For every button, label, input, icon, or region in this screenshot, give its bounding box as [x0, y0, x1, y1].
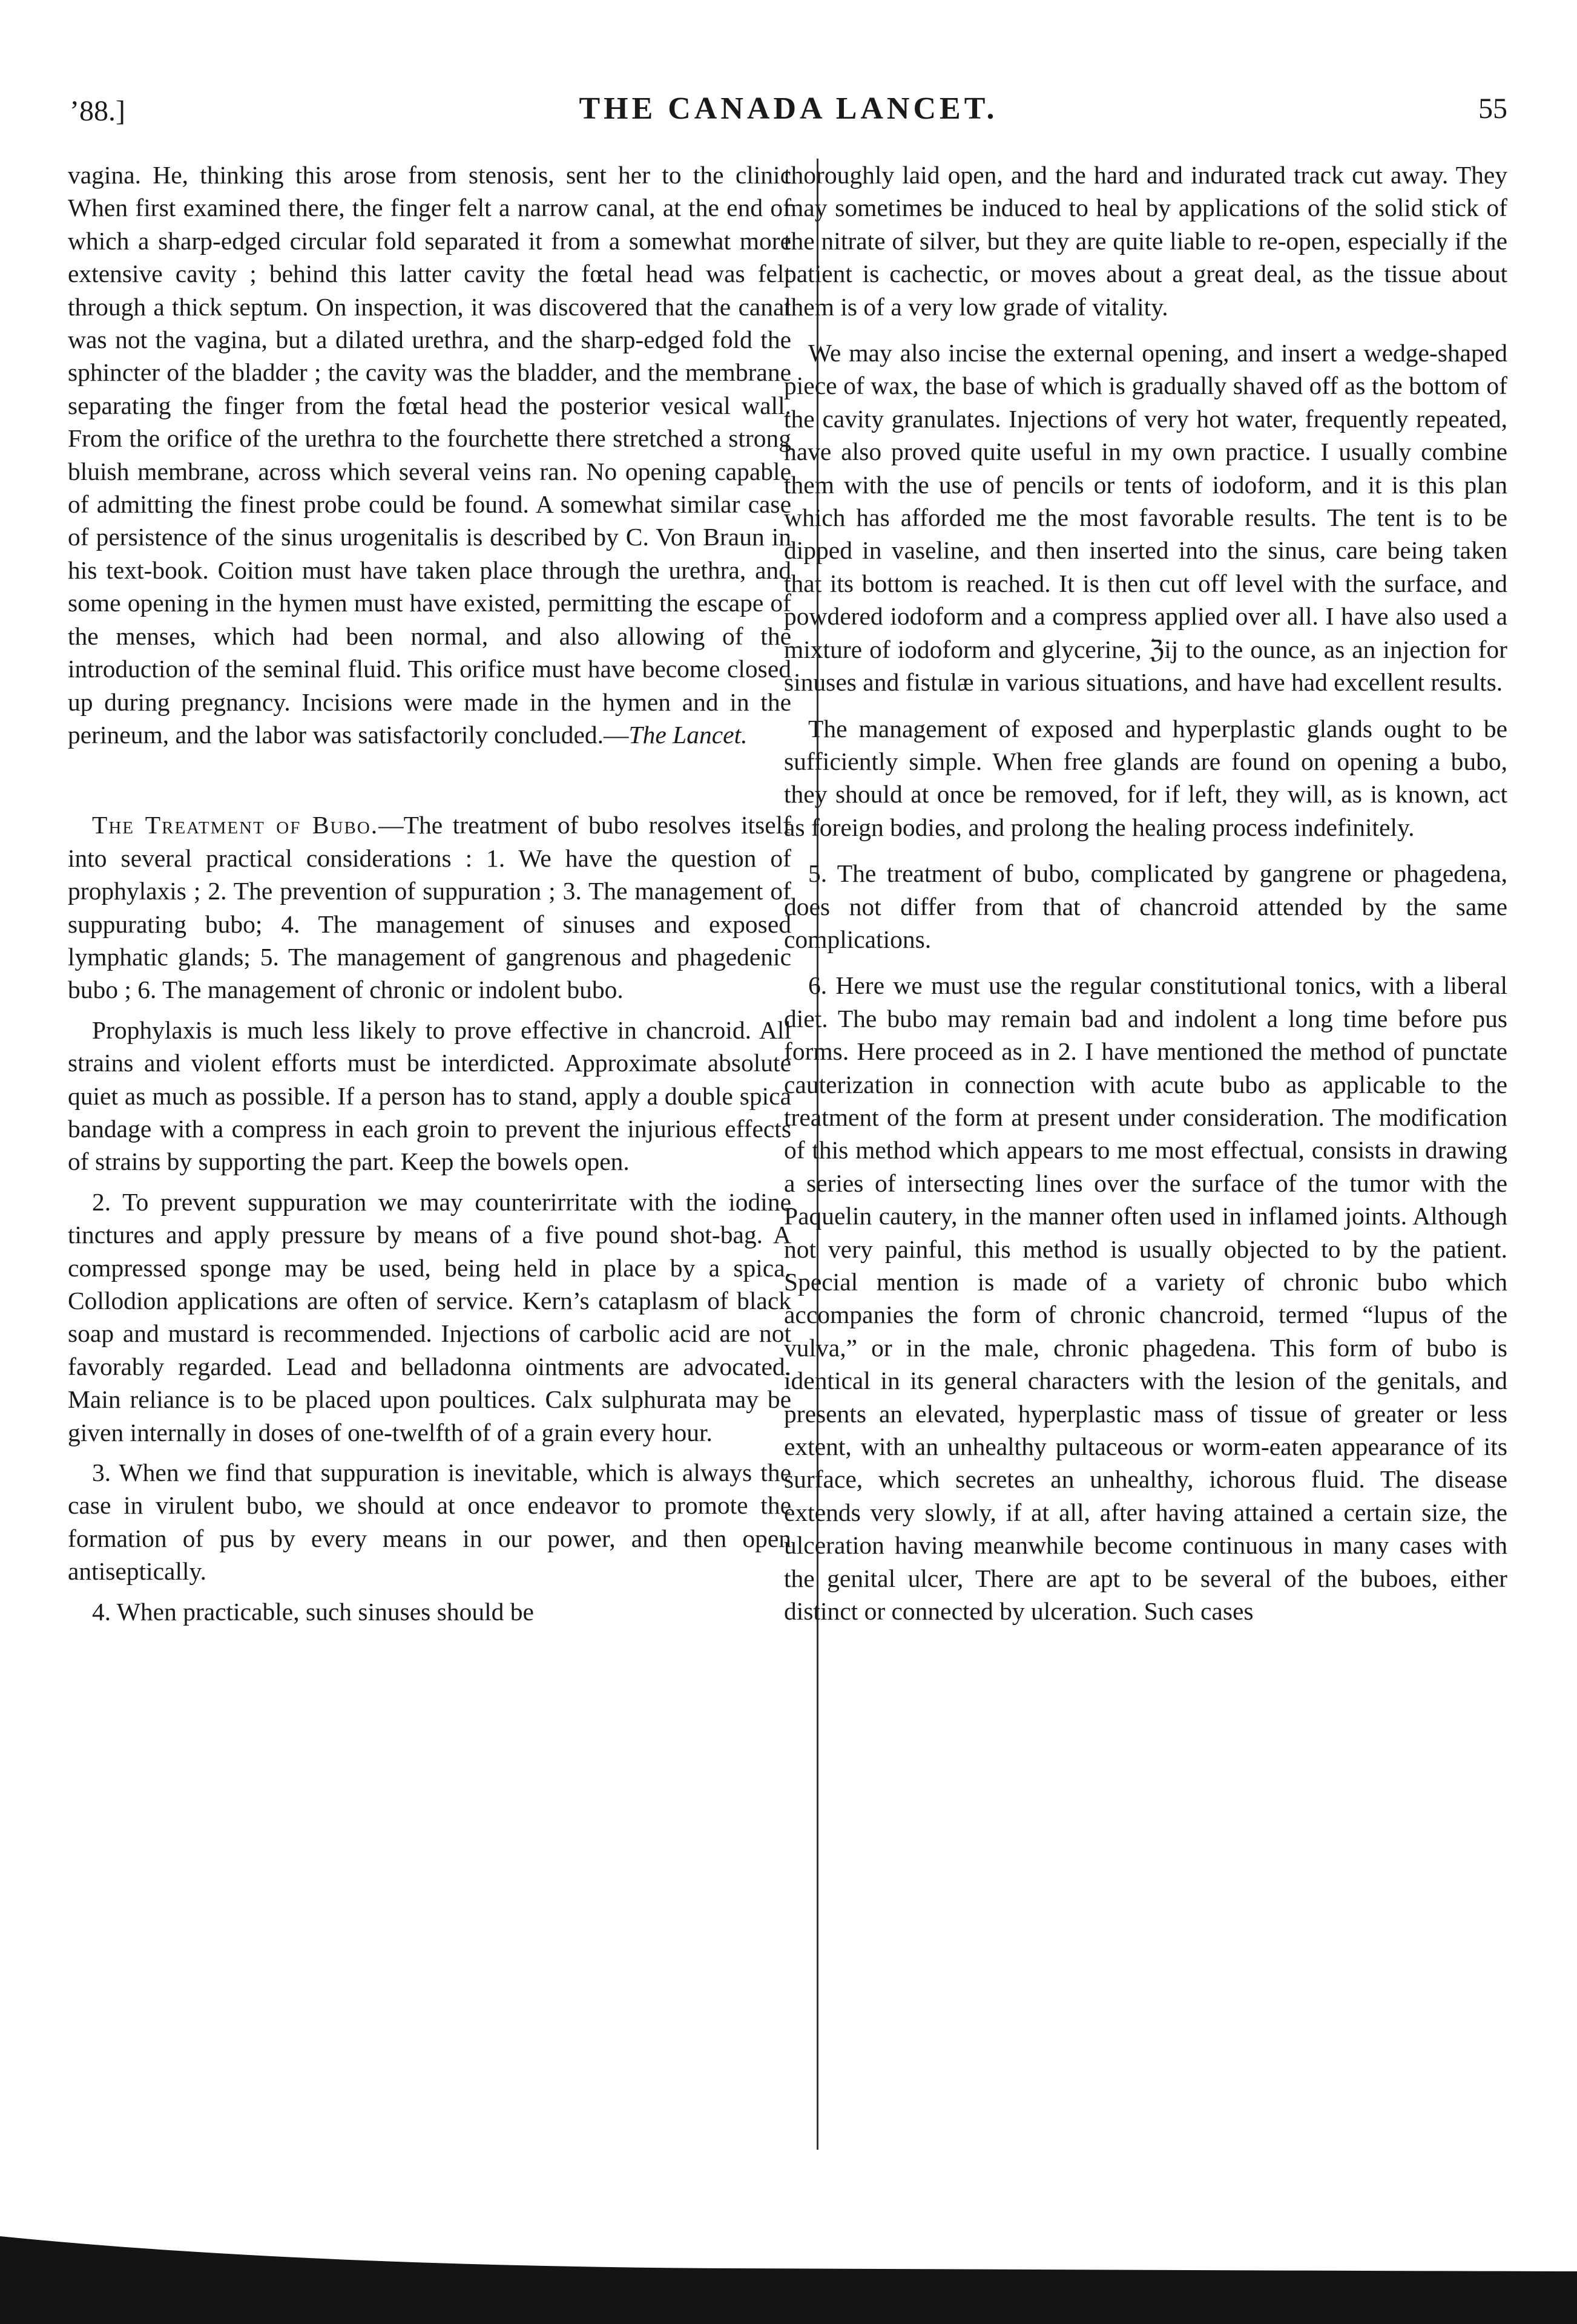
paragraph-suppurating-bubo: 3. When we find that suppuration is inevitable, which is always the case in virulent bubo, we should at once endeavor to promote the formation of pus by every means in our power, and then open antiseptically. [68, 1459, 791, 1586]
paragraph-prophylaxis: Prophylaxis is much less likely to prove effective in chancroid. All strains and violent efforts must be interdicted. Approximate absolute quiet as much as possible. If a person has to stand, apply a double spica bandage with a compress in each groin to prevent the injurious effects of strains by supporting the part. Keep the bowels open. [68, 1016, 791, 1176]
paragraph-case-report [68, 159, 791, 751]
paragraph-sinuses: 4. When practicable, such sinuses should be [92, 1597, 534, 1626]
header-year: ’88.] [70, 95, 125, 127]
paragraph-chronic-bubo: 6. Here we must use the regular constitutional tonics, with a liberal diet. The bubo may remain bad and indolent a long time before pus forms. Here proceed as in 2. I have mentioned the method of punctate cauterization in connection with acute bubo as applicable to the treatment of the form at present under consideration. The modification of this method which appears to me most effectual, consists in drawing a series of intersecting lines over the surface of the tumor with the Paquelin cautery, in the manner often used in inflamed joints. Although not very painful, this method is usually objected to by the patient. Special mention is made of a variety of chronic bubo which accompanies the form of chronic chancroid, termed “lupus of the vulva,” or in the male, chronic phagedena. This form of bubo is identical in its general characters with the lesion of the genitals, and presents an elevated, hyperplastic mass of tissue of greater or less extent, with an unhealthy pultaceous or worm-eaten appearance of its surface, which secretes an unhealthy, ichorous fluid. The disease extends very slowly, if at all, after having attained a certain size, the ulceration having meanwhile become continuous in many cases with the genital ulcer, There are apt to be several of the buboes, either distinct or connected by ulceration. Such cases [784, 971, 1507, 1626]
paragraph-text: —The treatment of bubo resolves itself into several practical considerations : 1. We have the question of prophylaxis ; 2. The prevention of suppuration ; 3. The management of suppurating bubo; 4. The management of sinuses and exposed lymphatic glands; 5. The management of gangrenous and phagedenic bubo ; 6. The management of chronic or indolent bubo. [68, 811, 791, 1004]
paragraph-exposed-glands: The management of exposed and hyperplastic glands ought to be sufficiently simple. When free glands are found on opening a bubo, they should at once be removed, for if left, they will, as is known, act as foreign bodies, and prolong the healing process indefinitely. [784, 714, 1507, 841]
paragraph-continuation: thoroughly laid open, and the hard and indurated track cut away. They may sometimes be induced to heal by applications of the solid stick of the nitrate of silver, but they are quite liable to re-open, especially if the patient is cachectic, or moves about a great deal, as the tissue about them is of a very low grade of vitality. [784, 161, 1507, 321]
page-header [70, 91, 1507, 145]
source-citation: The Lancet. [628, 720, 748, 749]
right-column [784, 159, 1507, 1627]
left-column [68, 159, 791, 1628]
page-number: 55 [1478, 93, 1507, 125]
section-heading: The Treatment of Bubo. [92, 811, 379, 839]
paragraph-bubo-intro [68, 809, 791, 1006]
paragraph-gangrenous-bubo: 5. The treatment of bubo, complicated by gangrene or phagedena, does not differ from that of chancroid attended by the same complications. [784, 859, 1507, 953]
journal-title: THE CANADA LANCET. [579, 91, 998, 126]
paragraph-text: vagina. He, thinking this arose from stenosis, sent her to the clinic When first examined there, the finger felt a narrow canal, at the end of which a sharp-edged circular fold separated it from a somewhat more extensive cavity ; behind this latter cavity the fœtal head was felt through a thick septum. On inspection, it was discovered that the canal was not the vagina, but a dilated urethra, and the sharp-edged fold the sphincter of the bladder ; the cavity was the bladder, and the membrane separating the finger from the fœtal head the posterior vesical wall. From the orifice of the urethra to the fourchette there stretched a strong bluish membrane, across which several veins ran. No opening capable of admitting the finest probe could be found. A somewhat similar case of persistence of the sinus urogenitalis is described by C. Von Braun in his text-book. Coition must have taken place through the urethra, and some opening in the hymen must have existed, permitting the escape of the menses, which had been normal, and also allowing of the introduction of the seminal fluid. This orifice must have become closed up during pregnancy. Incisions were made in the hymen and in the perineum, and the labor was satisfactorily concluded.— [68, 161, 791, 749]
paragraph-wax-wedge: We may also incise the external opening, and insert a wedge-shaped piece of wax, the base of which is gradually shaved off as the bottom of the cavity granulates. Injections of very hot water, frequently repeated, have also proved quite useful in my own practice. I usually combine them with the use of pencils or tents of iodoform, and it is this plan which has afforded me the most favorable results. The tent is to be dipped in vaseline, and then inserted into the sinus, care being taken that its bottom is reached. It is then cut off level with the surface, and powdered iodoform and a compress applied over all. I have also used a mixture of iodoform and glycerine, ℨij to the ounce, as an injection for sinuses and fistulæ in various situations, and have had excellent results. [784, 339, 1507, 697]
paragraph-prevent-suppuration: 2. To prevent suppuration we may counterirritate with the iodine tinctures and apply pressure by means of a five pound shot-bag. A compressed sponge may be used, being held in place by a spica. Collodion applications are often of service. Kern’s cataplasm of black soap and mustard is recommended. Injections of carbolic acid are not favorably regarded. Lead and belladonna ointments are advocated. Main reliance is to be placed upon poultices. Calx sulphurata may be given internally in doses of one-twelfth of of a grain every hour. [68, 1187, 791, 1446]
scan-edge-shadow [0, 2130, 1577, 2324]
